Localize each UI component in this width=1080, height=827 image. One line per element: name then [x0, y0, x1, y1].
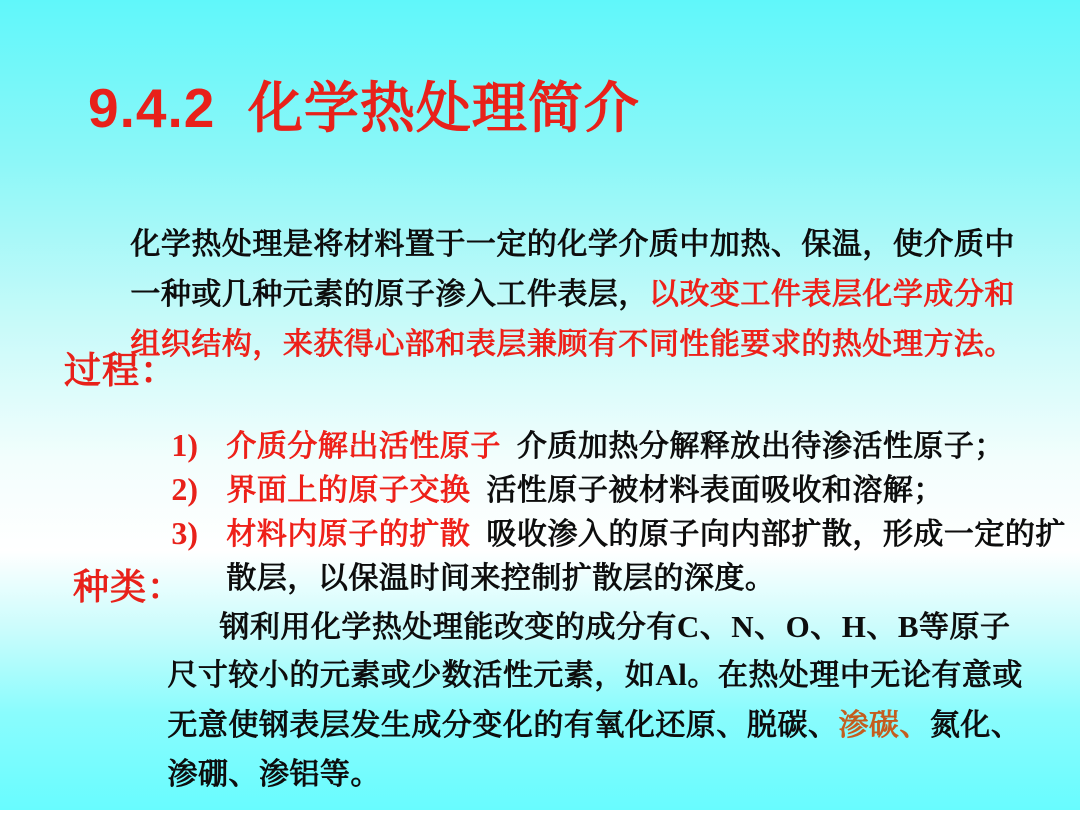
process-item-1-number: 1) — [171, 427, 198, 463]
types-line4-text: 渗硼、渗铝等。 — [167, 758, 381, 791]
process-item-3-number: 3) — [171, 515, 198, 551]
intro-line3-red-text: 组织结构，来获得心部和表层兼顾有不同性能要求的热处理方法。 — [130, 328, 1015, 361]
intro-line2-red-text: 以改变工件表层化学成分和 — [648, 278, 1015, 311]
process-item-1-term: 介质分解出活性原子 — [226, 430, 501, 463]
process-item-2-term: 界面上的原子交换 — [226, 474, 471, 507]
types-line3-text-b: 氮化、 — [929, 709, 1022, 742]
slide-title: 9.4.2 化学热处理简介 — [88, 77, 640, 139]
process-item-3-term: 材料内原子的扩散 — [226, 518, 471, 551]
types-line1-text-c: 等原子 — [919, 611, 1011, 644]
process-item-2-desc: 活性原子被材料表面吸收和溶解； — [486, 474, 944, 507]
process-item-2-number: 2) — [171, 471, 198, 507]
process-item-1-desc: 介质加热分解释放出待渗活性原子； — [516, 430, 1005, 463]
types-line2-text-a: 尺寸较小的元素或少数活性元素，如 — [167, 659, 656, 692]
process-heading: 过程： — [64, 350, 178, 391]
types-line3-highlight: 渗碳、 — [838, 709, 930, 742]
process-item-3-desc2: 散层，以保温时间来控制扩散层的深度。 — [226, 562, 776, 595]
process-item-3-desc: 吸收渗入的原子向内部扩散，形成一定的扩 — [486, 518, 1066, 551]
types-line1-elements: C、N、O、H、B — [676, 609, 920, 644]
intro-line1-text: 化学热处理是将材料置于一定的化学介质中加热、保温，使介质中 — [130, 228, 1015, 261]
types-line-4 — [132, 715, 381, 827]
types-line3-text-a: 无意使钢表层发生成分变化的有氧化还原、脱碳、 — [167, 709, 839, 742]
types-heading: 种类： — [73, 566, 185, 607]
intro-line2-black-text: 一种或几种元素的原子渗入工件表层， — [130, 278, 649, 311]
types-line1-text-a: 钢利用化学热处理能改变的成分有 — [219, 611, 677, 644]
types-line2-text-c: 。在热处理中无论有意或 — [687, 659, 1023, 692]
types-line2-element: Al — [655, 657, 688, 692]
